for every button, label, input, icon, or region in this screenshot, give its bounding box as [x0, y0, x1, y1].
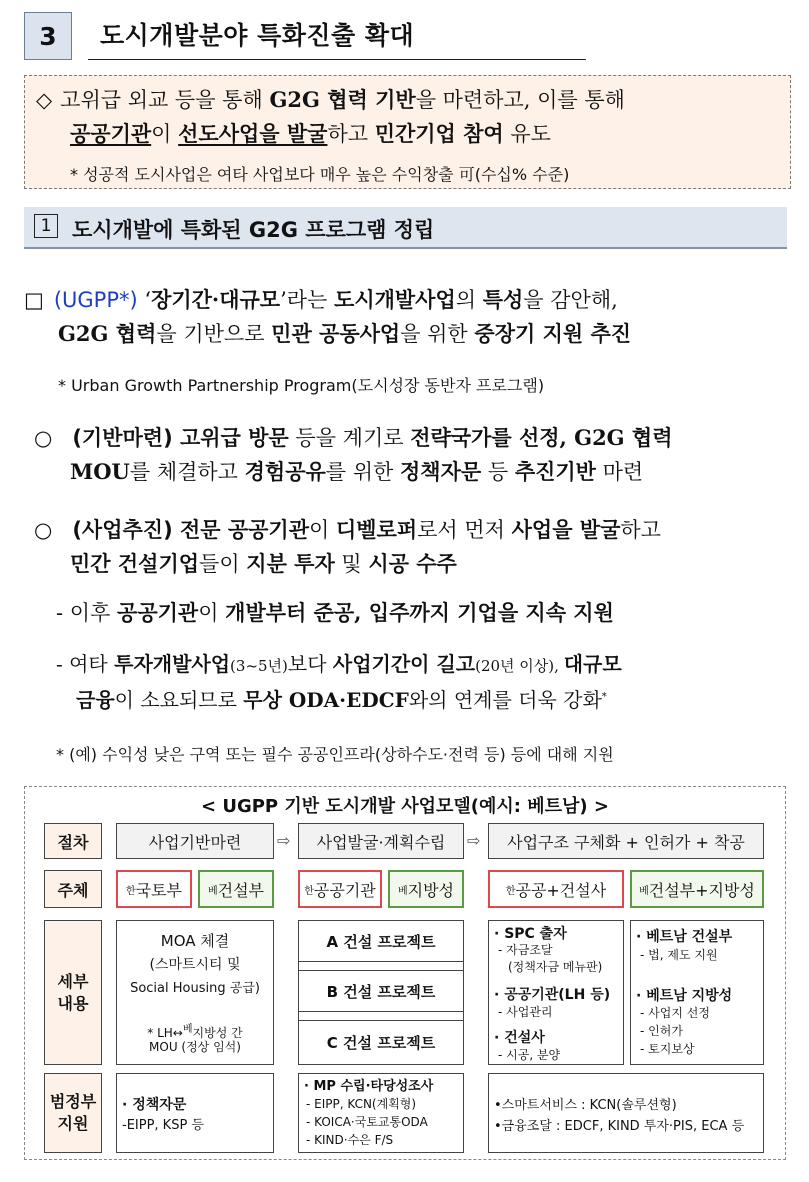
section-title: 도시개발분야 특화진출 확대 — [100, 21, 415, 50]
moa-note: MOU (정상 임석) — [149, 1040, 241, 1054]
circle-bullet-icon: ○ — [34, 518, 53, 542]
emph: 무상 ODA·EDCF — [243, 688, 409, 712]
para3-line-1 — [34, 514, 661, 544]
summary-line-1 — [36, 84, 625, 114]
dash2-line-1 — [56, 648, 622, 677]
text: (20년 이상), — [475, 657, 564, 675]
para2-line-2 — [70, 456, 643, 486]
emph: (사업추진) 전문 공공기관 — [72, 518, 310, 542]
arrow-right-icon: ⇨ — [467, 831, 481, 850]
support-service-box — [488, 1073, 764, 1153]
detail-text: (정책자금 메뉴판) — [508, 960, 603, 974]
circle-bullet-icon: ○ — [34, 426, 53, 450]
text: 이 — [198, 601, 226, 625]
support-text: •금융조달 : EDCF, KIND 투자·PIS, ECA 등 — [494, 1119, 745, 1134]
stage-1: 사업기반마련 — [116, 823, 274, 859]
text: * — [601, 691, 607, 703]
text: 와의 연계를 더욱 강화 — [408, 688, 602, 712]
detail-text: · SPC 출자 — [494, 926, 567, 942]
moa-line: (스마트시티 및 — [149, 957, 241, 973]
detail-text: - 인허가 — [640, 1024, 683, 1038]
emph: 특성 — [482, 287, 524, 312]
emph: 사업을 발굴 — [511, 517, 621, 542]
text: - 이후 — [56, 601, 118, 625]
emph: 중장기 지원 추진 — [474, 321, 632, 346]
summary-emph: G2G 협력 기반 — [269, 87, 416, 112]
text: 를 체결하고 — [129, 460, 245, 484]
actor-vn-moc: 베 건설부 — [198, 870, 274, 908]
project-a: A 건설 프로젝트 — [298, 920, 464, 962]
dash2-line-2 — [76, 684, 607, 713]
text: 하고 — [620, 518, 661, 542]
detail-text: - 사업지 선정 — [640, 1006, 710, 1020]
para1-line-1 — [24, 284, 618, 314]
emph: MOU — [70, 459, 130, 484]
summary-line-2 — [70, 118, 551, 148]
emph: 민간 건설기업 — [70, 551, 200, 576]
text: (3~5년) — [230, 657, 288, 675]
note-2: * (예) 수익성 낮은 구역 또는 필수 공공인프라(상하수도·전력 등) 등에 대해 지원 — [56, 745, 614, 764]
detail-text: - 사업관리 — [498, 1005, 553, 1019]
text: 보다 — [287, 652, 333, 676]
text: 마련 — [595, 460, 644, 484]
dash1-line — [56, 597, 614, 627]
title-underline — [88, 59, 586, 60]
moa-note: * LH↔$^베$지방성 간 — [147, 1024, 243, 1040]
actor-vn-moc-province: 베 건설부+지방성 — [630, 870, 764, 908]
project-b: B 건설 프로젝트 — [298, 970, 464, 1012]
text: 및 — [334, 552, 369, 576]
summary-emph: 선도사업을 발굴 — [178, 121, 328, 146]
stage-2: 사업발굴·계획수립 — [298, 823, 464, 859]
actor-kr-public-construction: 한 공공+건설사 — [488, 870, 624, 908]
summary-emph: 공공기관 — [70, 121, 152, 146]
text: 들이 — [199, 552, 247, 576]
support-text: •스마트서비스 : KCN(솔루션형) — [494, 1098, 677, 1113]
emph: 공공기관 — [117, 600, 199, 625]
detail-text: - 시공, 분양 — [498, 1048, 561, 1062]
text: 등을 계기로 — [288, 426, 411, 450]
emph: 민관 공동사업 — [271, 321, 401, 346]
actor-vn-province: 베 지방성 — [388, 870, 464, 908]
summary-emph: 민간기업 참여 — [374, 121, 504, 146]
moa-title: MOA 체결 — [160, 932, 230, 950]
para3-line-2 — [70, 548, 457, 578]
emph: 지분 투자 — [246, 551, 335, 576]
section-number: 3 — [24, 12, 72, 60]
emph: 투자개발사업 — [114, 652, 231, 676]
text: - 여타 — [56, 652, 115, 676]
emph: 전략국가를 선정, G2G 협력 — [410, 425, 673, 450]
emph: 대규모 — [563, 652, 622, 676]
summary-text: 유도 — [503, 122, 551, 146]
emph: 사업기간이 길고 — [332, 652, 476, 676]
emph: (기반마련) 고위급 방문 — [72, 426, 289, 450]
project-c: C 건설 프로젝트 — [298, 1020, 464, 1065]
para1-note: * Urban Growth Partnership Program(도시성장 동반자 프로그램) — [58, 376, 545, 395]
actor-kr-molit: 한 국토부 — [116, 870, 192, 908]
ugpp-tag: (UGPP*) — [53, 288, 138, 312]
detail-text: · 공공기관(LH 등) — [494, 987, 611, 1003]
text: ’라는 — [280, 288, 335, 312]
emph: 디벨로퍼 — [335, 517, 418, 542]
detail-text: - 법, 제도 지원 — [640, 948, 718, 962]
summary-text: 이 — [151, 122, 179, 146]
moa-line: Social Housing 공급) — [130, 981, 260, 996]
row-label-detail: 세부 내용 — [44, 920, 102, 1065]
para1-line-2 — [58, 318, 631, 348]
emph: 개발부터 준공, 입주까지 기업을 지속 지원 — [225, 600, 614, 625]
detail-text: - 토지보상 — [640, 1042, 695, 1056]
subheading-title: 도시개발에 특화된 G2G 프로그램 정립 — [72, 218, 435, 242]
text: 를 위한 — [325, 460, 401, 484]
text: 이 — [309, 518, 336, 542]
emph: 시공 수주 — [368, 551, 457, 576]
text: 의 — [455, 288, 483, 312]
row-label-support: 범정부 지원 — [44, 1073, 102, 1153]
summary-text: 을 마련하고, 이를 통해 — [415, 88, 625, 112]
summary-text: 고위급 외교 등을 통해 — [60, 88, 270, 112]
summary-note: * 성공적 도시사업은 여타 사업보다 매우 높은 수익창출 可(수십% 수준) — [70, 165, 570, 184]
support-text: · MP 수립·타당성조사 — [304, 1079, 434, 1094]
text: 등 — [481, 460, 515, 484]
diagram-title: < UGPP 기반 도시개발 사업모델(예시: 베트남) > — [200, 796, 609, 817]
row-label-actor: 주체 — [44, 870, 102, 908]
diamond-icon: ◇ — [36, 88, 53, 112]
detail-text: · 건설사 — [494, 1030, 545, 1046]
subheading-number: 1 — [34, 214, 58, 238]
emph: 도시개발사업 — [334, 287, 456, 312]
para2-line-1 — [34, 422, 673, 452]
emph: G2G 협력 — [58, 321, 157, 346]
emph: 금융 — [76, 688, 115, 712]
square-bullet-icon: □ — [24, 288, 44, 312]
detail-text: · 베트남 지방성 — [636, 988, 733, 1004]
emph: 추진기반 — [514, 459, 596, 484]
emph: 정책자문 — [400, 459, 482, 484]
row-label-procedure: 절차 — [44, 823, 102, 859]
support-text: - KOICA·국토교통ODA — [306, 1115, 428, 1129]
actor-kr-public: 한 공공기관 — [298, 870, 382, 908]
arrow-right-icon: ⇨ — [277, 831, 291, 850]
text: 로서 먼저 — [417, 518, 512, 542]
text: 이 소요되므로 — [114, 688, 244, 712]
support-text: -EIPP, KSP 등 — [122, 1118, 204, 1133]
text: 을 위한 — [400, 322, 475, 346]
emph: 장기간·대규모 — [151, 287, 281, 312]
detail-text: - 자금조달 — [498, 943, 553, 957]
support-text: - KIND·수은 F/S — [306, 1133, 394, 1147]
emph: 경험공유 — [244, 459, 326, 484]
text: ‘ — [137, 288, 152, 312]
support-text: - EIPP, KCN(계획형) — [306, 1097, 417, 1111]
text: 을 감안해, — [523, 288, 618, 312]
detail-text: · 베트남 건설부 — [636, 929, 733, 945]
text: 을 기반으로 — [156, 322, 272, 346]
stage-3: 사업구조 구체화 + 인허가 + 착공 — [488, 823, 764, 859]
support-text: · 정책자문 — [122, 1097, 187, 1113]
summary-text: 하고 — [327, 122, 375, 146]
